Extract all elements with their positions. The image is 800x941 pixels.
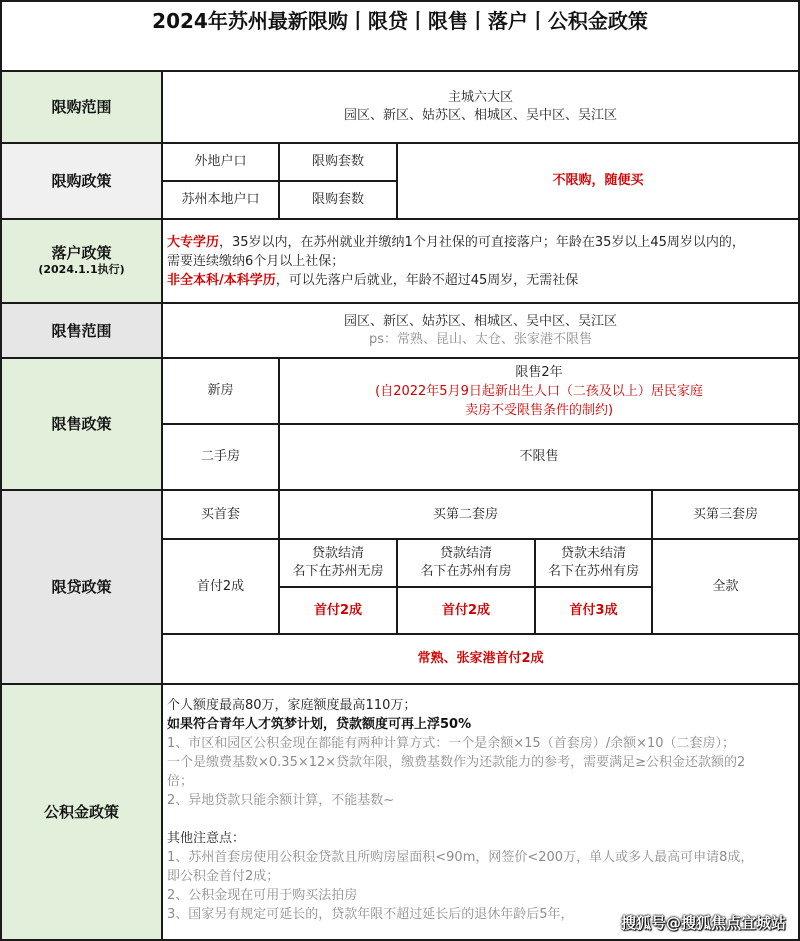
settlement-policy-content — [161, 218, 800, 304]
settlement-para1-text: ，35岁以内，在苏州就业并缴纳1个月社保的可直接落户；年龄在35岁以上45周岁以内的， — [219, 234, 745, 250]
case-condition: 贷款结清 — [311, 546, 364, 561]
sale-scope-content — [161, 302, 800, 359]
college-degree-highlight: 大专学历 — [167, 234, 220, 250]
sale-policy-label: 限售政策 — [51, 415, 112, 433]
fund-line: 即公积金首付2成； — [167, 869, 280, 884]
case-condition: 贷款未结清 — [560, 546, 626, 561]
settlement-para1-cont: 需要连续缴纳6个月以上社保； — [167, 253, 345, 269]
loan-policy-label: 限贷政策 — [51, 578, 112, 596]
purchase-limit-item — [278, 142, 398, 182]
fund-line: 倍； — [167, 774, 194, 789]
fund-line: 2、公积金现在可用于购买法拍房 — [167, 888, 358, 903]
case-condition-cont: 名下在苏州无房 — [292, 564, 384, 579]
watermark: 搜狐号@搜狐焦点宜城站 — [620, 914, 786, 932]
item-label: 限购套数 — [311, 192, 364, 207]
second-hand-restriction: 不限售 — [519, 449, 559, 464]
settlement-effective-date: (2024.1.1执行) — [38, 263, 125, 276]
case-condition-cont: 名下在苏州有房 — [547, 564, 639, 579]
sale-policy-header — [0, 357, 163, 491]
second-home-header — [278, 489, 653, 540]
hukou-label: 苏州本地户口 — [181, 192, 260, 207]
purchase-limit-item — [278, 180, 398, 220]
provident-fund-header — [0, 683, 163, 941]
new-house-policy — [278, 357, 800, 425]
page-title — [0, 0, 800, 72]
down-payment-value: 首付2成 — [441, 602, 491, 618]
first-home-header — [161, 489, 280, 540]
second-home-case-2 — [396, 538, 536, 588]
purchase-scope-districts: 园区、新区、姑苏区、相城区、吴中区、吴江区 — [343, 108, 617, 123]
settlement-para1 — [167, 233, 745, 252]
fund-line: 1、市区和园区公积金现在都能有两种计算方式：一个是余额×15（首套房）/余额×10（二套房）； — [167, 736, 736, 751]
fund-line: 1、苏州首套房使用公积金贷款且所购房屋面积<90m，网签价<200万，单人或多人最高可申请8成， — [167, 850, 754, 865]
loan-policy-footnote — [161, 633, 800, 685]
case-condition: 贷款结清 — [439, 546, 492, 561]
fund-line-bold: 如果符合青年人才筑梦计划，贷款额度可再上浮50% — [167, 717, 472, 732]
no-limit-text: 不限购，随便买 — [552, 173, 644, 188]
fund-line: 一个是缴费基数×0.35×12×贷款年限，缴费基数作为还款能力的参考，需要满足≥公积金还款额的2 — [167, 755, 746, 770]
settlement-policy-label: 落户政策 — [51, 244, 112, 262]
purchase-scope-label: 限购范围 — [51, 98, 112, 116]
fund-line: 2、异地贷款只能余额计算，不能基数~ — [167, 793, 395, 808]
new-house-exemption-note-cont: 卖房不受限售条件的制约) — [464, 402, 614, 418]
settlement-para2-text: ，可以先落户后就业，年龄不超过45周岁，无需社保 — [275, 272, 579, 288]
second-home-label: 买第二套房 — [432, 506, 498, 522]
first-home-down-payment: 首付2成 — [196, 578, 245, 594]
down-payment-value: 首付2成 — [313, 602, 363, 618]
full-payment-text: 全款 — [712, 578, 739, 594]
sale-scope-header — [0, 302, 163, 359]
fund-line: 3、国家另有规定可延长的，贷款年限不超过延长后的退休年龄后5年， — [167, 907, 574, 922]
sale-scope-note: ps：常熟、昆山、太仓、张家港不限售 — [368, 331, 593, 347]
purchase-scope-header — [0, 70, 163, 144]
new-house-label: 新房 — [207, 383, 234, 398]
second-hand-label: 二手房 — [200, 449, 240, 464]
fund-notes-heading: 其他注意点： — [167, 831, 246, 846]
loan-policy-header — [0, 489, 163, 685]
sale-scope-districts: 园区、新区、姑苏区、相城区、吴中区、吴江区 — [343, 313, 617, 329]
provident-fund-label: 公积金政策 — [43, 803, 119, 821]
new-house-restriction: 限售2年 — [515, 364, 563, 380]
purchase-scope-line1: 主城六大区 — [447, 90, 513, 105]
provident-fund-content — [161, 683, 800, 941]
purchase-policy-result — [396, 142, 800, 220]
second-hand-policy — [278, 423, 800, 491]
settlement-para2 — [167, 271, 578, 290]
item-label: 限购套数 — [311, 154, 364, 169]
loan-footnote-text: 常熟、张家港首付2成 — [417, 651, 544, 666]
second-home-case-1-value — [278, 586, 398, 635]
new-house-exemption-note: (自2022年5月9日起新出生人口（二孩及以上）居民家庭 — [375, 383, 703, 399]
second-home-case-3-value — [534, 586, 653, 635]
hukou-nonlocal — [161, 142, 280, 182]
case-condition-cont: 名下在苏州有房 — [420, 564, 512, 579]
new-house-type — [161, 357, 280, 425]
purchase-scope-content — [161, 70, 800, 144]
second-home-case-3 — [534, 538, 653, 588]
title-text: 2024年苏州最新限购丨限贷丨限售丨落户丨公积金政策 — [152, 9, 648, 33]
purchase-policy-label: 限购政策 — [51, 172, 112, 190]
first-home-value — [161, 538, 280, 635]
hukou-local — [161, 180, 280, 220]
settlement-policy-header — [0, 218, 163, 304]
bachelor-degree-highlight: 非全本科/本科学历 — [167, 272, 276, 288]
hukou-label: 外地户口 — [194, 154, 247, 169]
third-home-header — [651, 489, 800, 540]
fund-line: 个人额度最高80万，家庭额度最高110万； — [167, 698, 417, 713]
third-home-label: 买第三套房 — [692, 506, 758, 522]
third-home-value — [651, 538, 800, 635]
second-hand-type — [161, 423, 280, 491]
second-home-case-2-value — [396, 586, 536, 635]
sale-scope-label: 限售范围 — [51, 321, 112, 340]
down-payment-value: 首付3成 — [569, 602, 618, 618]
second-home-case-1 — [278, 538, 398, 588]
purchase-policy-header — [0, 142, 163, 220]
first-home-label: 买首套 — [200, 506, 240, 522]
